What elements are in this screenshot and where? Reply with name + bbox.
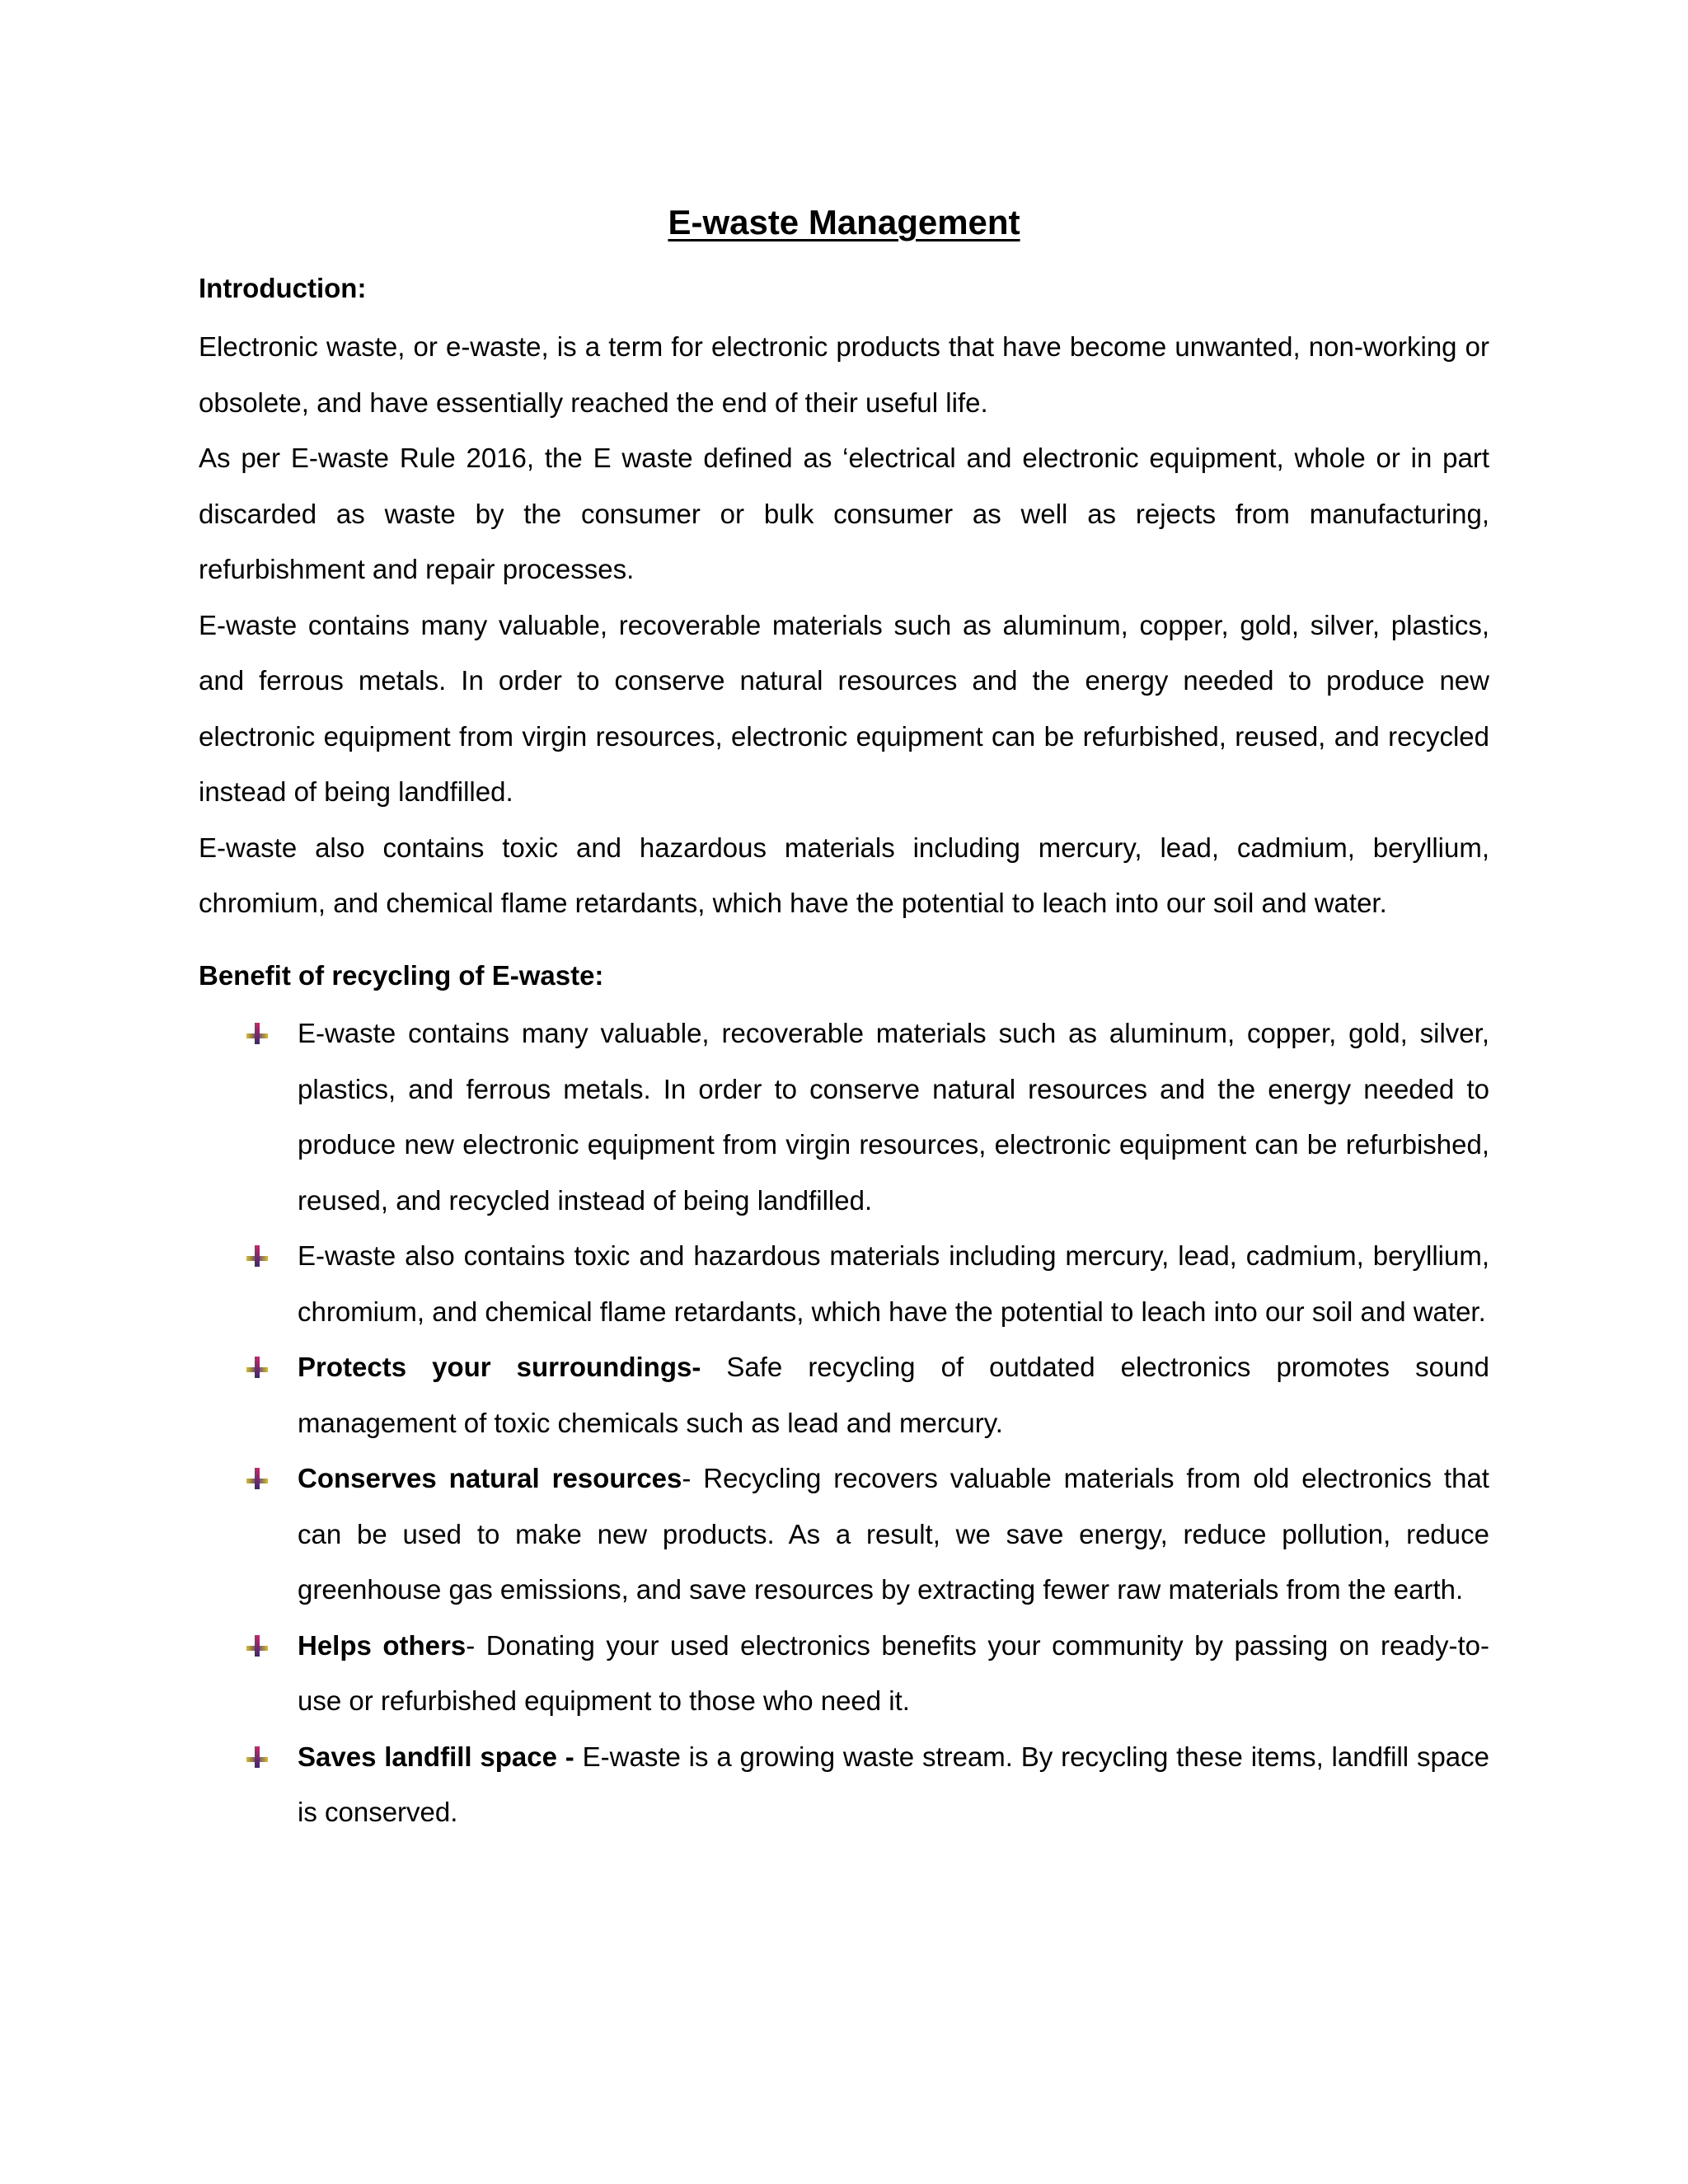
intro-paragraph-definition: Electronic waste, or e-waste, is a term for electronic products that have become unwanted, non-working or obsolete, and have essentially reached the end of their useful life. bbox=[199, 331, 1489, 418]
document-title bbox=[0, 198, 1688, 247]
benefit-text: E-waste is a growing waste stream. By recycling these items, landfill space is conserved. bbox=[298, 1741, 1490, 1827]
benefit-item-protects-surroundings bbox=[199, 1339, 1489, 1451]
intro-paragraph-hazardous-materials: E-waste also contains toxic and hazardous materials including mercury, lead, cadmium, beryllium, chromium, and chemical flame retardants, which have the potential to leach into our soil and water. bbox=[199, 832, 1489, 918]
benefit-text: E-waste also contains toxic and hazardous materials including mercury, lead, cadmium, beryllium, chromium, and chemical flame retardants, which have the potential to leach into our soil and water. bbox=[298, 1240, 1489, 1327]
benefits-list bbox=[199, 1005, 1489, 1840]
benefit-text: Safe recycling of outdated electronics promotes sound management of toxic chemicals such as lead and mercury. bbox=[298, 1352, 1489, 1438]
benefit-text: - Recycling recovers valuable materials from old electronics that can be used to make new products. As a result, we save energy, reduce pollution, reduce greenhouse gas emissions, and save resources by extracting fewer raw materials from the earth. bbox=[298, 1463, 1489, 1605]
benefit-term: Helps others bbox=[298, 1629, 467, 1661]
benefits-heading: Benefit of recycling of E-waste: bbox=[199, 960, 604, 991]
benefit-term: Conserves natural resources bbox=[298, 1463, 682, 1493]
benefit-text: E-waste contains many valuable, recoverable materials such as aluminum, copper, gold, silver, plastics, and ferrous metals. In order to conserve natural resources and the energy needed to produce new electronic equipment from virgin resources, electronic equipment can be refurbished, reused, and recycled instead of being landfilled. bbox=[298, 1018, 1489, 1216]
benefit-term: Saves landfill space - bbox=[298, 1741, 574, 1772]
introduction-heading: Introduction: bbox=[199, 273, 367, 303]
intro-paragraph-valuable-materials: E-waste contains many valuable, recoverable materials such as aluminum, copper, gold, silver, plastics, and ferrous metals. In order to conserve natural resources and the energy needed to produce new electronic equipment from virgin resources, electronic equipment can be refurbished, reused, and recycled instead of being landfilled. bbox=[199, 609, 1489, 807]
intro-paragraph-rule-2016: As per E-waste Rule 2016, the E waste defined as ‘electrical and electronic equipment, whole or in part discarded as waste by the consumer or bulk consumer as well as rejects from manufacturing, refurbishment and repair processes. bbox=[199, 443, 1489, 584]
plus-bullet-icon bbox=[246, 1746, 268, 1768]
benefit-item-conserves-resources bbox=[199, 1451, 1489, 1618]
document-title-text: E-waste Management bbox=[668, 203, 1020, 241]
plus-bullet-icon bbox=[246, 1468, 268, 1489]
benefit-item-valuable-materials bbox=[199, 1005, 1489, 1228]
benefit-term: Protects your surroundings- bbox=[298, 1352, 701, 1382]
benefit-item-helps-others bbox=[199, 1618, 1489, 1729]
benefit-item-saves-landfill bbox=[199, 1729, 1489, 1840]
benefit-text: - Donating your used electronics benefits your community by passing on ready-to-use or refurbished equipment to those who need it. bbox=[298, 1629, 1490, 1716]
plus-bullet-icon bbox=[246, 1023, 268, 1044]
plus-bullet-icon bbox=[246, 1357, 268, 1378]
benefit-item-hazardous-materials bbox=[199, 1228, 1489, 1339]
introduction-body bbox=[199, 319, 1489, 931]
plus-bullet-icon bbox=[246, 1245, 268, 1267]
plus-bullet-icon bbox=[246, 1635, 268, 1657]
